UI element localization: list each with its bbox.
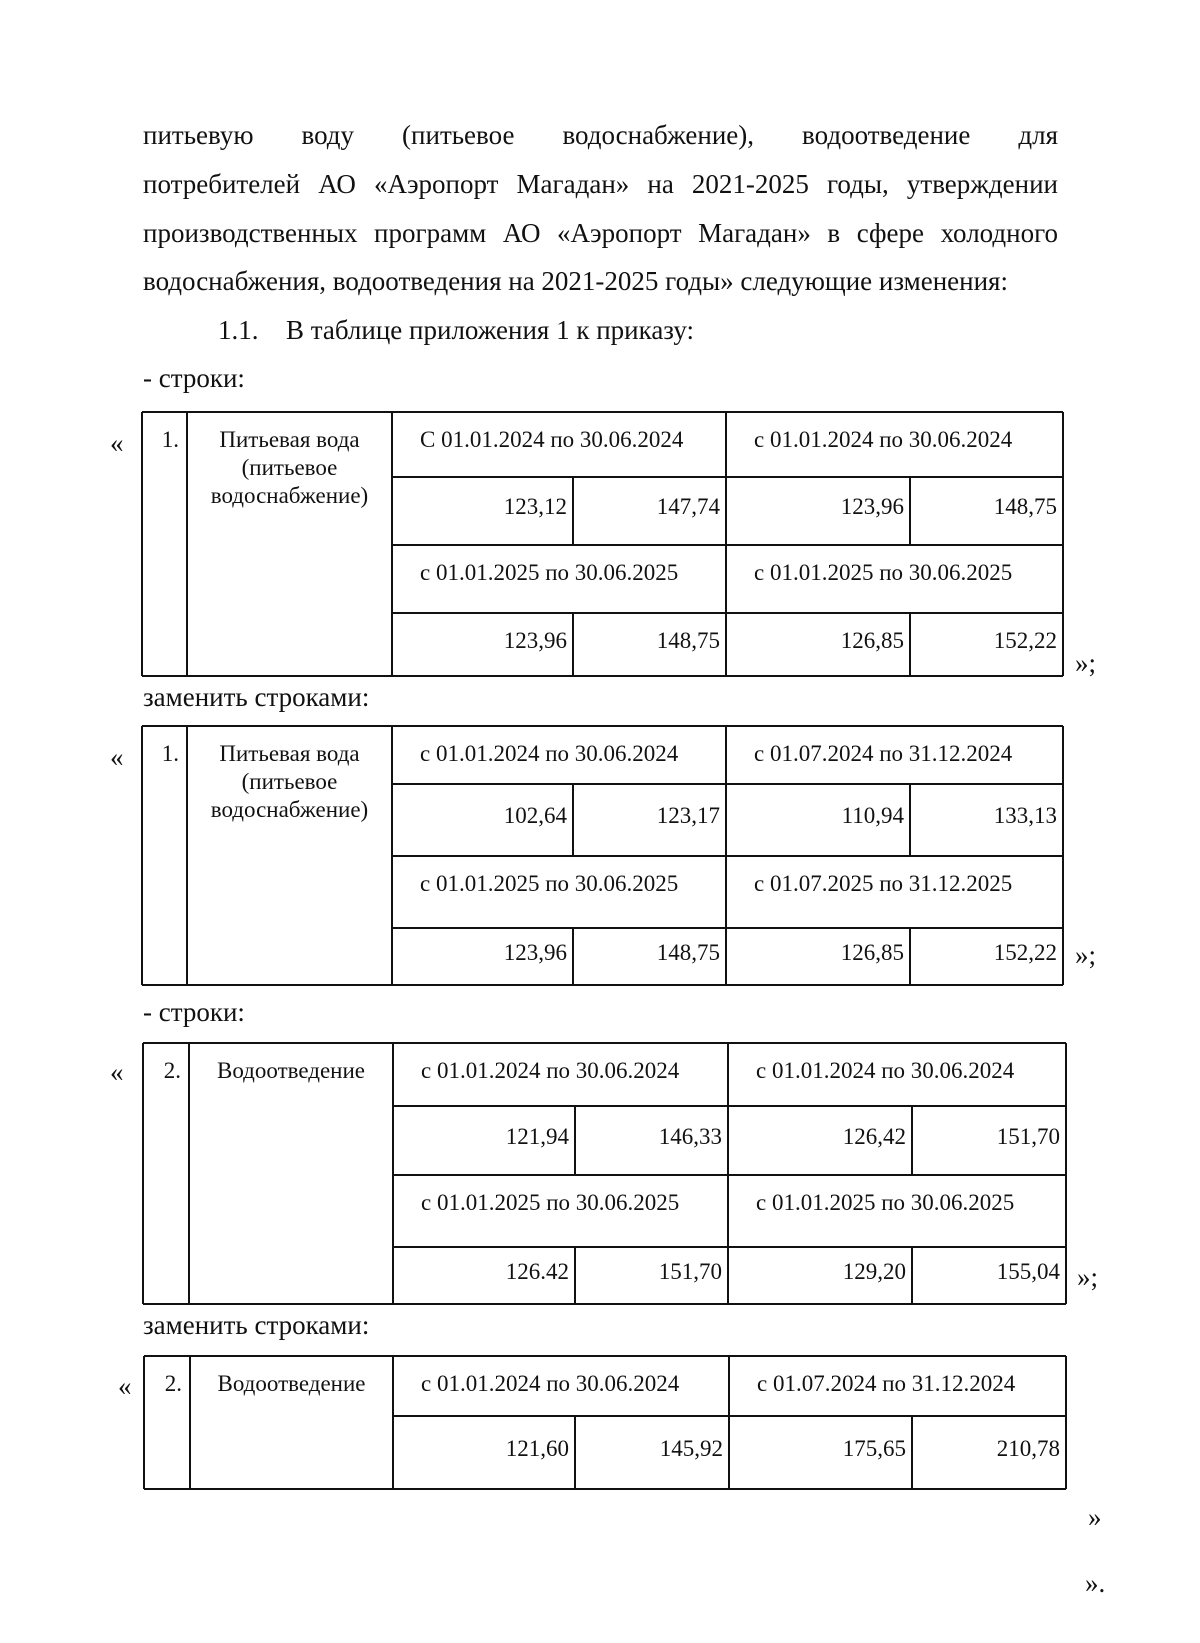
tariff-value: 123,12 [503,494,567,519]
row-number: 1. [161,741,179,766]
tariff-value: 152,22 [993,939,1057,965]
tariff-value: 151,70 [658,1258,722,1284]
tariff-value: 123,96 [840,494,904,519]
tariff-value: 110,94 [841,803,904,828]
tariff-value: 145,92 [659,1435,723,1461]
row-number: 2. [163,1058,181,1083]
open-quote-2: « [110,742,124,772]
tariff-value: 102,64 [503,803,567,828]
period-left-date: с 01.01.2024 по 30.06.2024 [421,1371,680,1396]
item-text: В таблице приложения 1 к приказу: [286,315,695,345]
tariff-value: 147,74 [656,494,720,519]
close-quote-1: »; [1075,648,1097,678]
tariff-value: 126,85 [840,939,904,965]
service-name: Водоотведение [217,1058,365,1083]
replace-label-2: заменить строками: [143,1310,370,1340]
service-name: Водоотведение [217,1371,366,1396]
item-number: 1.1. [218,315,259,345]
open-quote-1: « [110,428,124,458]
close-quote-2: »; [1075,940,1097,970]
tariff-value: 123,17 [656,803,720,828]
service-name: Питьевая вода (питьевое водоснабжение) [210,741,369,822]
tariff-value: 133,13 [993,803,1057,828]
tariff-value: 151,70 [996,1123,1060,1149]
close-quote-3: »; [1077,1262,1099,1292]
intro-line-1: питьевую воду (питьевое водоснабжение), водоотведение для [143,120,1058,150]
tariff-value: 148,75 [656,939,720,965]
period-right-date: с 01.01.2025 по 30.06.2025 [754,560,1013,585]
tariff-value: 126,85 [840,627,904,653]
tariff-value: 121,94 [505,1123,569,1149]
tariff-value: 152,22 [993,627,1057,653]
period-right-date: с 01.01.2024 по 30.06.2024 [756,1058,1015,1083]
tariff-value: 123,96 [503,627,567,653]
tariff-value: 148,75 [993,494,1057,519]
open-quote-4: « [118,1371,132,1401]
period-right-date: с 01.07.2025 по 31.12.2025 [754,871,1013,896]
tariff-value: 126,42 [842,1123,906,1149]
row-number: 2. [164,1371,182,1396]
close-quote-period: ». [1085,1568,1106,1598]
intro-line-4: водоснабжения, водоотведения на 2021-2025 годы» следующие изменения: [143,266,1008,296]
period-left-date: с 01.01.2025 по 30.06.2025 [421,1190,680,1215]
intro-line-2: потребителей АО «Аэропорт Магадан» на 2021-2025 годы, утверждении [143,169,1058,199]
tariff-value: 148,75 [656,627,720,653]
tariff-value: 210,78 [996,1435,1060,1461]
tariff-value: 121,60 [505,1435,569,1461]
intro-line-3: производственных программ АО «Аэропорт Магадан» в сфере холодного [143,218,1058,248]
tariff-value: 126.42 [505,1258,569,1284]
open-quote-3: « [110,1057,124,1087]
tariff-value: 146,33 [658,1123,722,1149]
period-left-date: с 01.01.2024 по 30.06.2024 [420,741,679,766]
tariff-value: 175,65 [842,1435,906,1461]
row-number: 1. [161,427,179,452]
close-quote-4: » [1088,1502,1102,1532]
replace-label-1: заменить строками: [143,682,370,712]
tariff-value: 123,96 [503,939,567,965]
period-right-date: с 01.01.2025 по 30.06.2025 [756,1190,1015,1215]
period-right-date: с 01.01.2024 по 30.06.2024 [754,427,1013,452]
rows-label-2: - строки: [143,997,245,1027]
period-left-date: с 01.01.2025 по 30.06.2025 [420,560,679,585]
period-left-date: С 01.01.2024 по 30.06.2024 [420,427,684,452]
period-left-date: с 01.01.2025 по 30.06.2025 [420,871,679,896]
period-left-date: с 01.01.2024 по 30.06.2024 [421,1058,680,1083]
period-right-date: с 01.07.2024 по 31.12.2024 [757,1371,1016,1396]
period-right-date: с 01.07.2024 по 31.12.2024 [754,741,1013,766]
service-name: Питьевая вода (питьевое водоснабжение) [210,427,369,508]
tariff-value: 155,04 [996,1258,1060,1284]
tariff-value: 129,20 [842,1258,906,1284]
rows-label-1: - строки: [143,363,245,393]
